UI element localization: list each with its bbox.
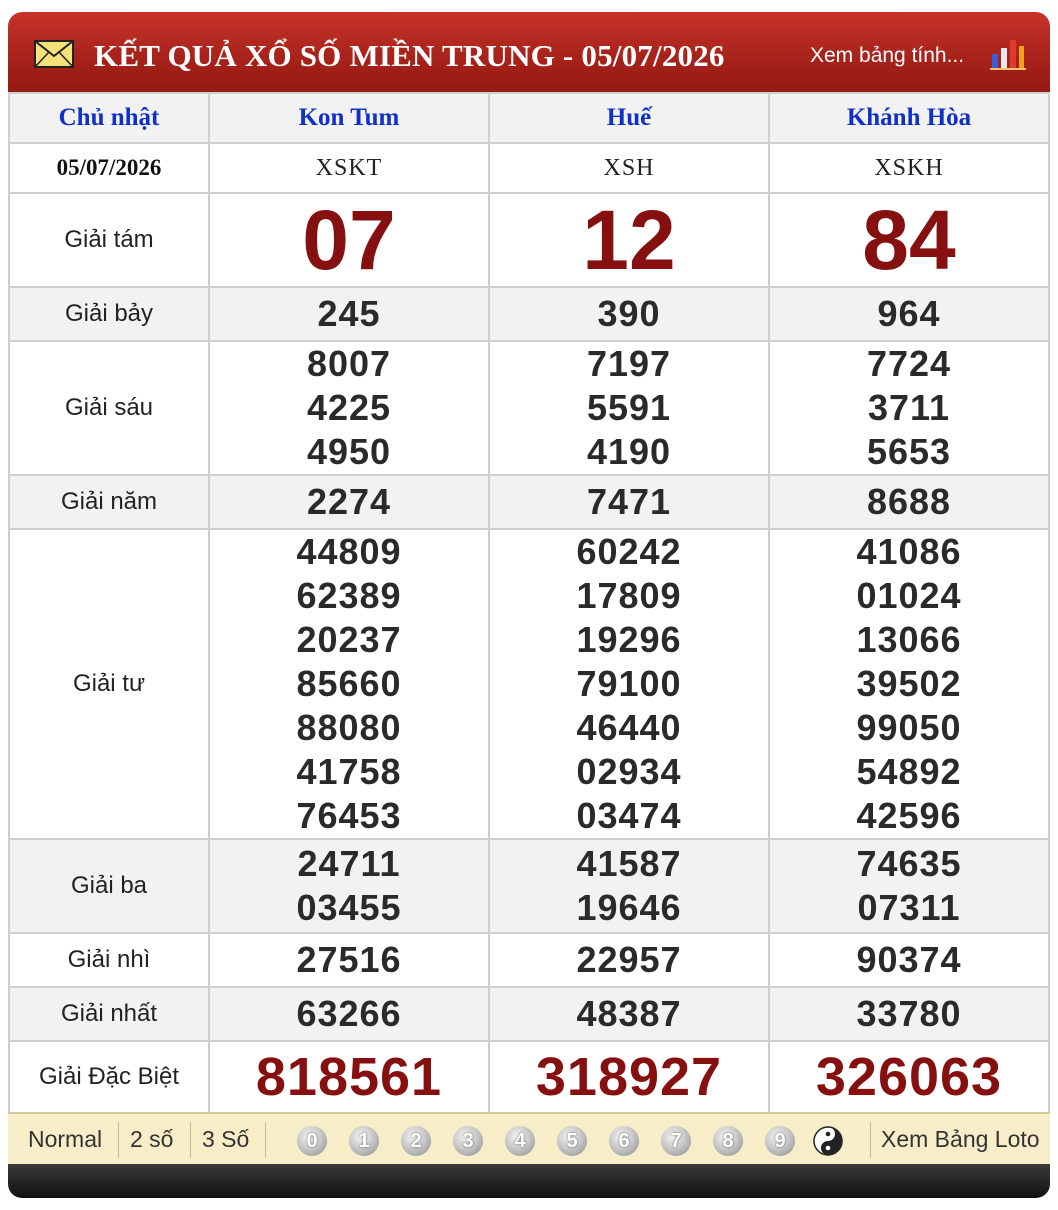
prize-number: 7471 xyxy=(586,481,672,522)
prize-cell-hue xyxy=(489,529,769,839)
draw-code-khanh-hoa: XSKH xyxy=(769,143,1049,193)
prize-cell-kon-tum xyxy=(209,193,489,287)
digit-6-button[interactable]: 6 xyxy=(609,1126,639,1156)
view-loto-link[interactable]: Xem Bảng Loto xyxy=(881,1126,1040,1152)
prize-number: 326063 xyxy=(815,1047,1003,1107)
prize-number: 2274 xyxy=(306,481,392,522)
digit-5-button[interactable]: 5 xyxy=(557,1126,587,1156)
prize-cell-khanh-hoa xyxy=(769,341,1049,475)
prize-number: 19296 xyxy=(576,619,682,660)
province-khanh-hoa[interactable]: Khánh Hòa xyxy=(769,93,1049,143)
prize-number: 19646 xyxy=(576,887,682,928)
province-hue[interactable]: Huế xyxy=(489,93,769,143)
page-title: KẾT QUẢ XỔ SỐ MIỀN TRUNG - 05/07/2026 xyxy=(94,38,725,73)
prize-number: 07311 xyxy=(857,887,961,928)
prize-number: 245 xyxy=(317,293,381,334)
prize-number: 3711 xyxy=(867,387,951,428)
prize-number: 4950 xyxy=(306,431,392,472)
tab-divider xyxy=(118,1122,119,1158)
prize-cell-khanh-hoa xyxy=(769,529,1049,839)
prize-cell-hue xyxy=(489,287,769,341)
prize-label: Giải ba xyxy=(9,839,209,933)
province-kon-tum[interactable]: Kon Tum xyxy=(209,93,489,143)
prize-number: 22957 xyxy=(576,939,682,980)
prize-number: 8688 xyxy=(866,481,952,522)
prize-number: 4225 xyxy=(306,387,392,428)
prize-cell-hue xyxy=(489,987,769,1041)
digit-0-button[interactable]: 0 xyxy=(297,1126,327,1156)
prize-number: 964 xyxy=(877,293,941,334)
prize-number: 63266 xyxy=(296,993,402,1034)
prize-cell-khanh-hoa xyxy=(769,475,1049,529)
prize-number: 390 xyxy=(597,293,661,334)
prize-number: 4190 xyxy=(586,431,672,472)
tab-normal[interactable]: Normal xyxy=(28,1126,103,1152)
prize-number: 39502 xyxy=(856,663,962,704)
prize-row xyxy=(9,1041,1049,1113)
prize-number: 818561 xyxy=(255,1047,443,1107)
prize-number: 41086 xyxy=(856,531,962,572)
prize-cell-khanh-hoa xyxy=(769,987,1049,1041)
prize-cell-hue xyxy=(489,475,769,529)
prize-number: 20237 xyxy=(296,619,402,660)
tab-divider xyxy=(190,1122,191,1158)
prize-number: 41758 xyxy=(296,751,402,792)
prize-cell-khanh-hoa xyxy=(769,933,1049,987)
prize-cell-hue xyxy=(489,839,769,933)
day-of-week: Chủ nhật xyxy=(9,93,209,143)
prize-number: 5653 xyxy=(866,431,952,472)
draw-code-row xyxy=(9,143,1049,193)
prize-row xyxy=(9,839,1049,933)
prize-number: 74635 xyxy=(856,843,962,884)
digit-4-button[interactable]: 4 xyxy=(505,1126,535,1156)
prize-number: 8007 xyxy=(306,343,392,384)
prize-cell-hue xyxy=(489,341,769,475)
bottom-bar xyxy=(8,1164,1050,1198)
tab-divider xyxy=(870,1122,871,1158)
prize-number: 99050 xyxy=(856,707,962,748)
prize-row xyxy=(9,987,1049,1041)
prize-number: 88080 xyxy=(296,707,402,748)
prize-number: 54892 xyxy=(856,751,962,792)
yin-yang-icon[interactable] xyxy=(813,1126,843,1156)
prize-number: 03474 xyxy=(576,795,682,836)
prize-cell-khanh-hoa xyxy=(769,287,1049,341)
prize-number: 84 xyxy=(862,193,956,287)
prize-cell-hue xyxy=(489,933,769,987)
digit-2-button[interactable]: 2 xyxy=(401,1126,431,1156)
prize-cell-khanh-hoa xyxy=(769,1041,1049,1113)
prize-number: 5591 xyxy=(586,387,672,428)
draw-code-kon-tum: XSKT xyxy=(209,143,489,193)
draw-code-hue: XSH xyxy=(489,143,769,193)
prize-number: 79100 xyxy=(576,663,682,704)
results-panel xyxy=(8,12,1050,1198)
prize-number: 13066 xyxy=(856,619,962,660)
mail-icon xyxy=(34,40,74,68)
prize-number: 41587 xyxy=(576,843,682,884)
prize-label: Giải sáu xyxy=(9,341,209,475)
results-header xyxy=(8,12,1050,92)
prize-cell-kon-tum xyxy=(209,933,489,987)
prize-cell-kon-tum xyxy=(209,529,489,839)
prize-number: 318927 xyxy=(535,1047,723,1107)
prize-number: 7197 xyxy=(586,343,672,384)
prize-label: Giải Đặc Biệt xyxy=(9,1041,209,1113)
prize-number: 01024 xyxy=(856,575,962,616)
digit-3-button[interactable]: 3 xyxy=(453,1126,483,1156)
loto-toolbar xyxy=(8,1112,1050,1164)
prize-row xyxy=(9,933,1049,987)
prize-label: Giải năm xyxy=(9,475,209,529)
prize-number: 60242 xyxy=(576,531,682,572)
province-header-row xyxy=(9,93,1049,143)
prize-row xyxy=(9,287,1049,341)
prize-row xyxy=(9,529,1049,839)
prize-cell-khanh-hoa xyxy=(769,193,1049,287)
prize-number: 12 xyxy=(582,193,676,287)
digit-1-button[interactable]: 1 xyxy=(349,1126,379,1156)
prize-cell-khanh-hoa xyxy=(769,839,1049,933)
prize-row xyxy=(9,193,1049,287)
prize-number: 42596 xyxy=(856,795,962,836)
prize-cell-kon-tum xyxy=(209,987,489,1041)
prize-cell-kon-tum xyxy=(209,287,489,341)
digit-8-button[interactable]: 8 xyxy=(713,1126,743,1156)
prize-number: 7724 xyxy=(866,343,952,384)
prize-cell-kon-tum xyxy=(209,1041,489,1113)
prize-number: 03455 xyxy=(296,887,402,928)
prize-number: 02934 xyxy=(576,751,682,792)
prize-number: 07 xyxy=(302,193,396,287)
prize-row xyxy=(9,475,1049,529)
prize-cell-kon-tum xyxy=(209,341,489,475)
prize-number: 44809 xyxy=(296,531,402,572)
prize-number: 48387 xyxy=(576,993,682,1034)
prize-number: 27516 xyxy=(296,939,402,980)
prize-cell-hue xyxy=(489,193,769,287)
bar-chart-icon[interactable] xyxy=(988,32,1026,72)
prize-label: Giải nhất xyxy=(9,987,209,1041)
prize-number: 24711 xyxy=(297,843,401,884)
prize-number: 46440 xyxy=(576,707,682,748)
prize-cell-kon-tum xyxy=(209,839,489,933)
prize-number: 85660 xyxy=(296,663,402,704)
results-table xyxy=(8,92,1050,1114)
prize-number: 33780 xyxy=(856,993,962,1034)
prize-label: Giải tư xyxy=(9,529,209,839)
tab-2-so[interactable]: 2 số xyxy=(130,1126,174,1152)
prize-label: Giải nhì xyxy=(9,933,209,987)
prize-cell-hue xyxy=(489,1041,769,1113)
tab-3-so[interactable]: 3 Số xyxy=(202,1126,250,1152)
digit-7-button[interactable]: 7 xyxy=(661,1126,691,1156)
prize-label: Giải tám xyxy=(9,193,209,287)
prize-label: Giải bảy xyxy=(9,287,209,341)
view-table-link[interactable]: Xem bảng tính... xyxy=(810,44,965,67)
prize-row xyxy=(9,341,1049,475)
prize-cell-kon-tum xyxy=(209,475,489,529)
prize-number: 62389 xyxy=(296,575,402,616)
digit-9-button[interactable]: 9 xyxy=(765,1126,795,1156)
draw-date: 05/07/2026 xyxy=(9,143,209,193)
prize-number: 17809 xyxy=(576,575,682,616)
prize-number: 76453 xyxy=(296,795,402,836)
tab-divider xyxy=(265,1122,266,1158)
prize-number: 90374 xyxy=(856,939,962,980)
